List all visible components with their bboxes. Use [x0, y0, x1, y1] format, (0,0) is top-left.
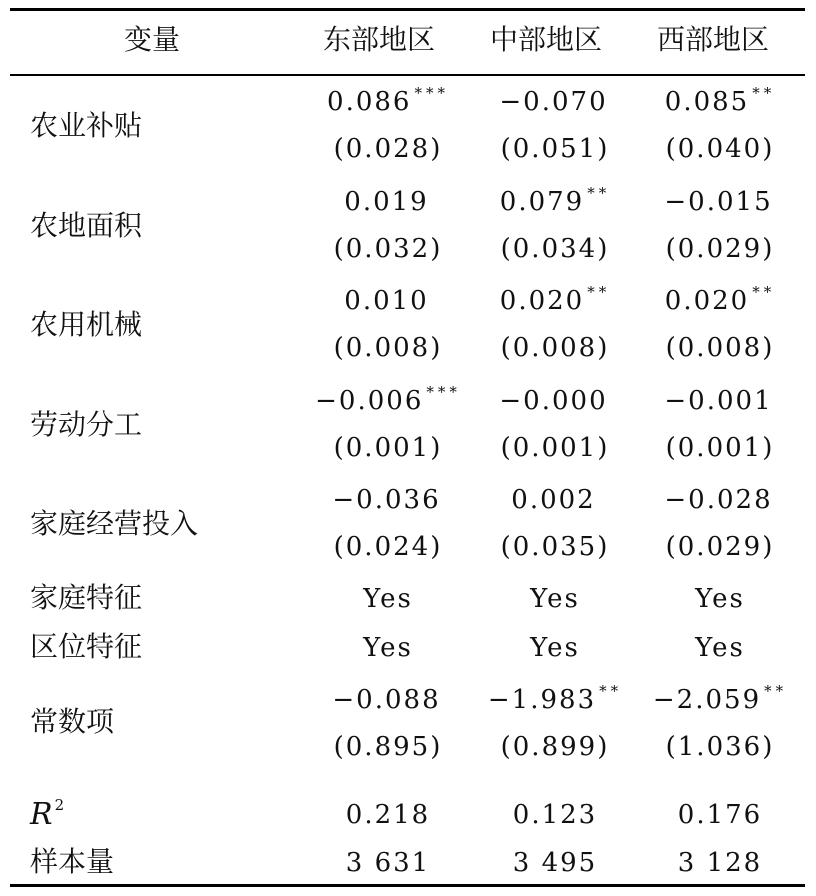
header-east: 东部地区	[323, 23, 436, 56]
coef-central: 0.002	[511, 485, 596, 515]
cell-west-r-squared: 0.176	[677, 800, 763, 830]
cell-central-household-features: Yes	[530, 584, 580, 614]
table-header-rule	[10, 74, 805, 76]
row-label-r-squared: R $^2$	[30, 796, 65, 832]
coef-east: 0.086 ***	[327, 84, 449, 117]
coef-east: −0.006 ***	[315, 382, 461, 416]
se-east-constant: (0.895)	[333, 732, 443, 762]
coef-west: 0.020 **	[664, 283, 776, 316]
coef-central: −0.070	[499, 87, 608, 117]
cell-central-location-features: Yes	[530, 633, 580, 663]
row-label-household-features: 家庭特征	[30, 581, 143, 614]
row-label: 农业补贴	[30, 109, 143, 142]
row-label: 农地面积	[30, 208, 143, 242]
cell-east-household-features: Yes	[363, 584, 413, 614]
row-label: 家庭经营投入	[30, 507, 199, 540]
cell-central-sample-size: 3 495	[512, 848, 598, 878]
se-west: (0.029)	[665, 532, 775, 562]
header-central: 中部地区	[490, 23, 603, 56]
row-label: 农用机械	[30, 308, 143, 341]
row-label-location-features: 区位特征	[30, 630, 143, 663]
coef-central: 0.020 **	[499, 283, 611, 316]
header-variable: 变量	[124, 23, 181, 56]
se-central: (0.035)	[500, 532, 610, 562]
row-label-sample-size: 样本量	[30, 845, 115, 878]
cell-east-location-features: Yes	[363, 633, 413, 663]
coef-central: 0.079 **	[499, 183, 611, 217]
coef-west: −0.028	[664, 485, 773, 515]
row-label: 劳动分工	[30, 407, 143, 441]
se-east: (0.008)	[333, 333, 443, 363]
coef-east: 0.019	[344, 186, 429, 217]
cell-central-r-squared: 0.123	[512, 800, 598, 830]
coef-west-constant: −2.059 **	[652, 682, 788, 715]
coef-east: 0.010	[344, 286, 429, 316]
se-central: (0.051)	[500, 134, 610, 164]
se-central: (0.008)	[500, 333, 610, 363]
se-west: (0.001)	[665, 432, 775, 463]
coef-west: −0.001	[664, 385, 773, 416]
cell-east-sample-size: 3 631	[345, 848, 431, 878]
se-east: (0.024)	[333, 532, 443, 562]
cell-west-household-features: Yes	[695, 584, 745, 614]
se-central-constant: (0.899)	[500, 732, 610, 762]
se-east: (0.032)	[333, 233, 443, 264]
cell-east-r-squared: 0.218	[345, 800, 431, 830]
se-east: (0.001)	[333, 432, 443, 463]
cell-west-sample-size: 3 128	[677, 848, 763, 878]
table-top-rule	[10, 8, 805, 11]
se-west: (0.008)	[665, 333, 775, 363]
header-west: 西部地区	[657, 23, 770, 56]
coef-east: −0.036	[332, 485, 441, 515]
se-west-constant: (1.036)	[665, 732, 775, 762]
se-west: (0.029)	[665, 233, 775, 264]
row-label-constant: 常数项	[30, 705, 115, 738]
se-west: (0.040)	[665, 134, 775, 164]
coef-east-constant: −0.088	[332, 685, 441, 715]
coef-central-constant: −1.983 **	[487, 682, 623, 715]
se-central: (0.001)	[500, 432, 610, 463]
se-central: (0.034)	[500, 233, 610, 264]
coef-central: −0.000	[499, 385, 608, 416]
se-east: (0.028)	[333, 134, 443, 164]
coef-west: 0.085 **	[664, 84, 776, 117]
coef-west: −0.015	[664, 186, 773, 217]
table-bottom-rule	[10, 884, 805, 887]
cell-west-location-features: Yes	[695, 633, 745, 663]
